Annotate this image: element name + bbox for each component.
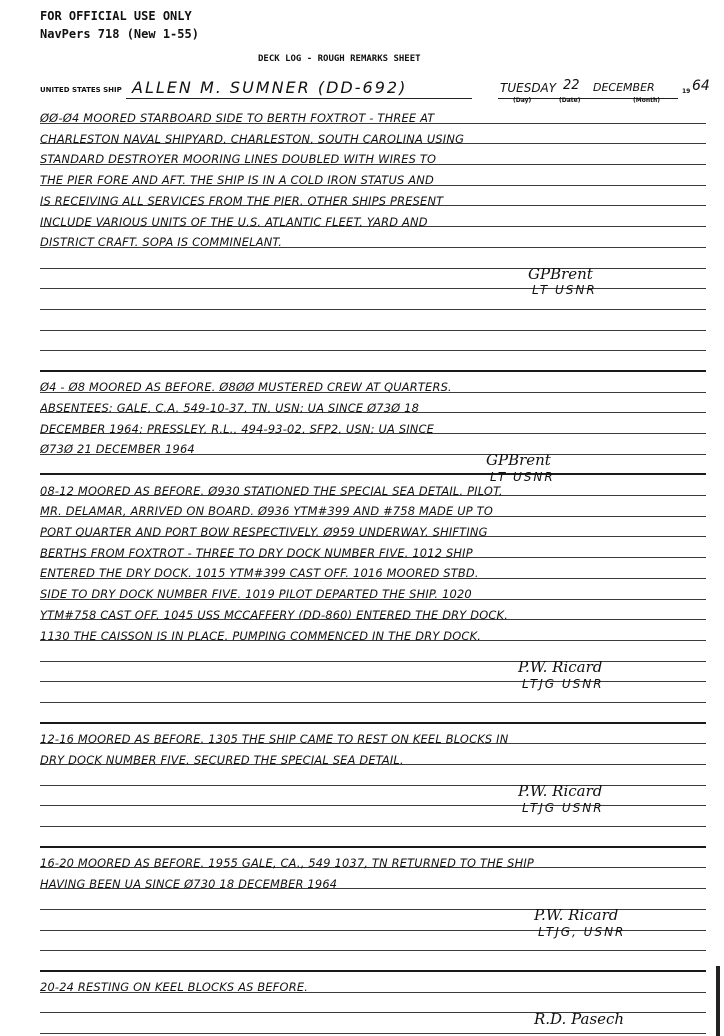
log-entry-line: 20-24 RESTING ON KEEL BLOCKS AS BEFORE. [40, 980, 309, 994]
officer-signature: GPBrent [486, 450, 551, 469]
log-entry-line: INCLUDE VARIOUS UNITS OF THE U.S. ATLANTIC FLEET, YARD AND [40, 214, 428, 228]
officer-rank: LT USNR [532, 283, 597, 298]
log-entry-line: 1130 THE CAISSON IS IN PLACE. PUMPING COMMENCED IN THE DRY DOCK. [40, 628, 482, 642]
officer-rank: LT USNR [490, 469, 555, 484]
log-entry-line: HAVING BEEN UA SINCE Ø730 18 DECEMBER 1964 [40, 876, 338, 890]
ruled-line [40, 806, 706, 827]
log-entry-line: Ø4 - Ø8 MOORED AS BEFORE. Ø8ØØ MUSTERED CREW AT QUARTERS. [40, 380, 452, 393]
day-caption: (Day) [513, 97, 532, 104]
ruled-line [40, 269, 706, 290]
log-entry-line: 08-12 MOORED AS BEFORE. Ø930 STATIONED THE SPECIAL SEA DETAIL. PILOT, [40, 483, 503, 497]
officer-rank: LTJG USNR [522, 676, 604, 691]
officer-rank: LTJG USNR [522, 800, 604, 815]
date-caption: (Date) [559, 97, 581, 104]
log-entry-line: DRY DOCK NUMBER FIVE. SECURED THE SPECIAL SEA DETAIL. [40, 752, 404, 766]
day-value: TUESDAY [500, 81, 557, 95]
officer-signature: P.W. Ricard [518, 657, 603, 676]
log-entry-line: DECEMBER 1964; PRESSLEY, R.L., 494-93-02, SFP2, USN; UA SINCE [40, 421, 435, 435]
officer-rank: LTJG, USNR [538, 925, 626, 939]
log-entry-line: Ø73Ø 21 DECEMBER 1964 [40, 442, 195, 455]
officer-signature: R.D. Pasech [534, 1009, 625, 1028]
log-entry-line: STANDARD DESTROYER MOORING LINES DOUBLED WITH WIRES TO [40, 152, 437, 166]
log-entry-line: YTM#758 CAST OFF. 1045 USS MCCAFFERY (DD-860) ENTERED THE DRY DOCK. [40, 607, 509, 621]
month-value: DECEMBER [593, 81, 655, 94]
log-entry-line: IS RECEIVING ALL SERVICES FROM THE PIER. OTHER SHIPS PRESENT [40, 193, 444, 207]
log-entry-line: PORT QUARTER AND PORT BOW RESPECTIVELY. Ø959 UNDERWAY. SHIFTING [40, 525, 488, 538]
ruled-line [40, 331, 706, 352]
ship-name-line [126, 98, 472, 99]
ruled-line [40, 455, 706, 476]
scan-edge-mark [716, 966, 720, 1036]
officer-signature: GPBrent [528, 264, 593, 283]
month-caption: (Month) [633, 97, 660, 104]
ship-date-row [40, 78, 710, 104]
year-prefix: 19 [682, 88, 691, 95]
log-entry-line: SIDE TO DRY DOCK NUMBER FIVE. 1019 PILOT DEPARTED THE SHIP. 1020 [40, 587, 472, 600]
ruled-line [40, 682, 706, 703]
officer-signature: P.W. Ricard [534, 906, 619, 925]
log-entry-line: ABSENTEES: GALE, C.A. 549-10-37, TN, USN; UA SINCE Ø73Ø 18 [40, 400, 420, 414]
log-entry-line: DISTRICT CRAFT. SOPA IS COMMINELANT. [40, 235, 283, 248]
ruled-line [40, 248, 706, 269]
ruled-line [40, 289, 706, 310]
sheet-title: DECK LOG - ROUGH REMARKS SHEET [258, 54, 421, 64]
log-entry-line: 12-16 MOORED AS BEFORE. 1305 THE SHIP CAME TO REST ON KEEL BLOCKS IN [40, 732, 509, 745]
year-value: 64 [692, 78, 710, 94]
ruled-line [40, 765, 706, 786]
ruled-line [40, 310, 706, 331]
log-entry-line: ØØ-Ø4 MOORED STARBOARD SIDE TO BERTH FOXTROT - THREE AT [40, 111, 435, 124]
ruled-line [40, 662, 706, 683]
log-entry-line: MR. DELAMAR, ARRIVED ON BOARD. Ø936 YTM#399 AND #758 MADE UP TO [40, 504, 493, 517]
log-entry-line: CHARLESTON NAVAL SHIPYARD, CHARLESTON, SOUTH CAROLINA USING [40, 131, 465, 145]
ship-name: ALLEN M. SUMNER (DD-692) [132, 78, 408, 97]
ruled-line [40, 827, 706, 848]
ship-label: UNITED STATES SHIP [40, 86, 122, 94]
ruled-line [40, 786, 706, 807]
form-number: NavPers 718 (New 1-55) [40, 27, 199, 41]
log-entry-line: 16-20 MOORED AS BEFORE. 1955 GALE, CA., 549 1037, TN RETURNED TO THE SHIP [40, 856, 534, 869]
officer-signature: P.W. Ricard [518, 782, 603, 801]
ruled-line [40, 351, 706, 372]
log-entry-line: THE PIER FORE AND AFT. THE SHIP IS IN A COLD IRON STATUS AND [40, 173, 434, 186]
official-use-notice: FOR OFFICIAL USE ONLY [40, 9, 192, 23]
date-value: 22 [563, 78, 580, 93]
ruled-line [40, 951, 706, 972]
ruled-line [40, 703, 706, 724]
log-entry-line: BERTHS FROM FOXTROT - THREE TO DRY DOCK NUMBER FIVE. 1012 SHIP [40, 545, 473, 559]
ruled-line [40, 641, 706, 662]
log-entry-line: ENTERED THE DRY DOCK. 1015 YTM#399 CAST OFF. 1016 MOORED STBD. [40, 566, 479, 580]
